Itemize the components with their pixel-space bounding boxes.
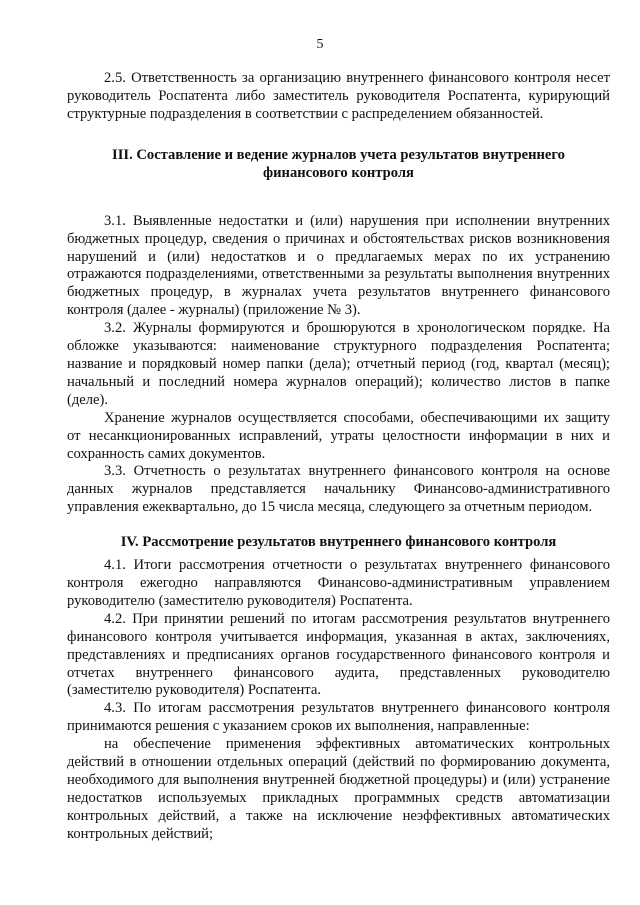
paragraph-3-3: 3.3. Отчетность о результатах внутреннего финансового контроля на основе данных журналов представляется начальнику Финансово-административного управления ежеквартально, до 15 числа месяца, следующего за отчетным периодом. [67, 463, 610, 516]
paragraph-storage: Хранение журналов осуществляется способами, обеспечивающими их защиту от несанкционированных исправлений, утраты целостности информации в них и сохранность самих документов. [67, 409, 610, 462]
paragraph-4-2: 4.2. При принятии решений по итогам рассмотрения результатов внутреннего финансового контроля учитывается информация, указанная в актах, заключениях, представлениях и предписаниях органов государственного финансового контроля и отчетах внутреннего финансового аудита, представленных руководителю (заместителю руководителя) Роспатента. [67, 610, 610, 699]
paragraph-3-1: 3.1. Выявленные недостатки и (или) нарушения при исполнении внутренних бюджетных процедур, сведения о причинах и обстоятельствах рисков возникновения нарушений и (или) недостатков и о предлагаемых мерах по их устранению отражаются подразделениями, ответственными за результаты выполнения внутренних бюджетных процедур, в журналах учета результатов внутреннего финансового контроля (далее - журналы) (приложение № 3). [67, 212, 610, 319]
paragraph-4-1: 4.1. Итоги рассмотрения отчетности о результатах внутреннего финансового контроля ежегодно направляются Финансово-административным управлением руководителю (заместителю руководителя) Роспатента. [67, 557, 610, 609]
section-4-heading: IV. Рассмотрение результатов внутреннего финансового контроля [120, 534, 557, 551]
document-body [67, 70, 610, 844]
paragraph-2-5: 2.5. Ответственность за организацию внутреннего финансового контроля несет руководитель Роспатента либо заместитель руководителя Роспатента, курирующий структурные подразделения в соответствии с распределением обязанностей. [67, 70, 610, 122]
section-3-heading: III. Составление и ведение журналов учета результатов внутреннего финансового контроля [112, 146, 565, 181]
paragraph-4-3-item-1: на обеспечение применения эффективных автоматических контрольных действий в отношении отдельных операций (действий по формированию документа, необходимого для выполнения внутренней бюджетной процедуры) и (или) устранение недостатков используемых прикладных программных средств автоматизации контрольных действий, а также на исключение неэффективных автоматических контрольных действий; [67, 736, 610, 842]
page-number: 5 [316, 37, 324, 52]
paragraph-4-3: 4.3. По итогам рассмотрения результатов внутреннего финансового контроля принимаются решения с указанием сроков их выполнения, направленные: [67, 700, 610, 735]
paragraph-3-2: 3.2. Журналы формируются и брошюруются в хронологическом порядке. На обложке указываются: наименование структурного подразделения Роспатента; название и порядковый номер папки (дела); отчетный период (год, квартал (месяц); начальный и последний номера журналов операций); количество листов в папке (деле). [67, 320, 610, 408]
